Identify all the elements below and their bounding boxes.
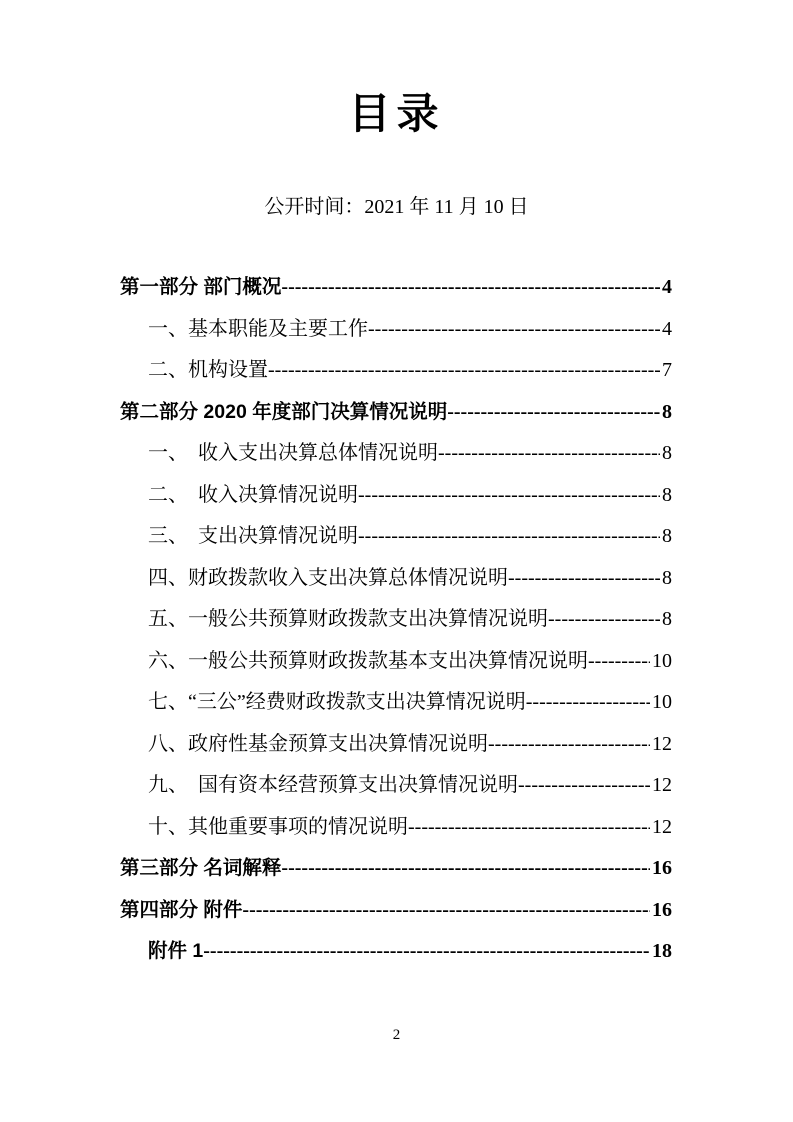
page-title: 目录 xyxy=(348,90,445,137)
toc-entry-label: 二、 收入决算情况说明 xyxy=(148,483,358,506)
toc-entry-page: 8 xyxy=(662,608,672,630)
toc-entry xyxy=(120,558,672,600)
toc-entry-page: 7 xyxy=(662,359,672,381)
dotted-leader xyxy=(488,724,650,766)
toc-entry xyxy=(120,641,672,683)
toc-entry-label: 三、 支出决算情况说明 xyxy=(148,525,358,547)
toc-entry xyxy=(120,724,672,766)
toc-entry xyxy=(120,516,672,558)
toc-entry-page: 16 xyxy=(652,898,672,921)
toc-entry-label: 七、“三公”经费财政拨款支出决算情况说明 xyxy=(148,691,526,713)
toc-entry xyxy=(120,682,672,724)
toc-entry-page: 4 xyxy=(662,317,672,340)
dotted-leader xyxy=(408,807,650,849)
dotted-leader xyxy=(368,309,660,351)
publish-time: 公开时间：2021 年 11 月 10 日 xyxy=(264,196,529,218)
toc-entry-label: 一、 收入支出决算总体情况说明 xyxy=(148,442,438,464)
toc-entry-label: 第二部分 2020 年度部门决算情况说明 xyxy=(120,400,448,423)
dotted-leader xyxy=(447,392,660,434)
toc-entry-page: 12 xyxy=(652,815,672,838)
table-of-contents xyxy=(120,267,672,973)
dotted-leader xyxy=(518,765,650,807)
toc-entry-page: 10 xyxy=(652,691,672,713)
toc-entry-label: 十、其他重要事项的情况说明 xyxy=(148,815,408,838)
dotted-leader xyxy=(281,848,650,890)
dotted-leader xyxy=(526,682,650,724)
toc-entry xyxy=(120,475,672,517)
toc-entry-page: 12 xyxy=(652,774,672,796)
toc-entry-page: 8 xyxy=(662,566,672,589)
toc-entry-label: 六、一般公共预算财政拨款基本支出决算情况说明 xyxy=(148,649,588,672)
toc-entry-part4 xyxy=(120,890,672,932)
toc-entry-page: 16 xyxy=(652,857,672,879)
toc-entry-label: 附件 1 xyxy=(148,940,204,962)
toc-entry xyxy=(120,433,672,475)
toc-entry-page: 8 xyxy=(662,400,672,423)
dotted-leader xyxy=(358,516,660,558)
dotted-leader xyxy=(242,890,650,932)
toc-entry-page: 8 xyxy=(662,483,672,506)
dotted-leader xyxy=(588,641,650,683)
toc-entry-label: 二、机构设置 xyxy=(148,359,268,381)
toc-entry-page: 4 xyxy=(662,276,672,298)
dotted-leader xyxy=(508,558,660,600)
dotted-leader xyxy=(268,350,660,392)
toc-entry xyxy=(120,765,672,807)
toc-entry xyxy=(120,309,672,351)
toc-entry-page: 8 xyxy=(662,525,672,547)
toc-entry-label: 第一部分 部门概况 xyxy=(120,276,282,298)
toc-entry-page: 8 xyxy=(662,442,672,464)
toc-entry xyxy=(120,599,672,641)
dotted-leader xyxy=(358,475,660,517)
toc-entry-part3 xyxy=(120,848,672,890)
toc-entry-label: 第三部分 名词解释 xyxy=(120,857,282,879)
dotted-leader xyxy=(438,433,660,475)
footer-page-number: 2 xyxy=(392,1027,401,1043)
toc-entry xyxy=(120,350,672,392)
toc-entry-label: 五、一般公共预算财政拨款支出决算情况说明 xyxy=(148,608,548,630)
toc-entry-label: 一、基本职能及主要工作 xyxy=(148,317,368,340)
toc-entry-label: 九、 国有资本经营预算支出决算情况说明 xyxy=(148,774,518,796)
toc-entry-label: 四、财政拨款收入支出决算总体情况说明 xyxy=(148,566,508,589)
toc-entry-page: 12 xyxy=(652,732,672,755)
toc-entry-label: 第四部分 附件 xyxy=(120,898,243,921)
toc-entry-page: 18 xyxy=(652,940,672,962)
toc-entry-page: 10 xyxy=(652,649,672,672)
toc-entry-attachment1 xyxy=(120,931,672,973)
toc-entry-part2 xyxy=(120,392,672,434)
dotted-leader xyxy=(548,599,660,641)
toc-entry-part1 xyxy=(120,267,672,309)
toc-entry-label: 八、政府性基金预算支出决算情况说明 xyxy=(148,732,488,755)
toc-entry xyxy=(120,807,672,849)
dotted-leader xyxy=(203,931,650,973)
dotted-leader xyxy=(281,267,660,309)
